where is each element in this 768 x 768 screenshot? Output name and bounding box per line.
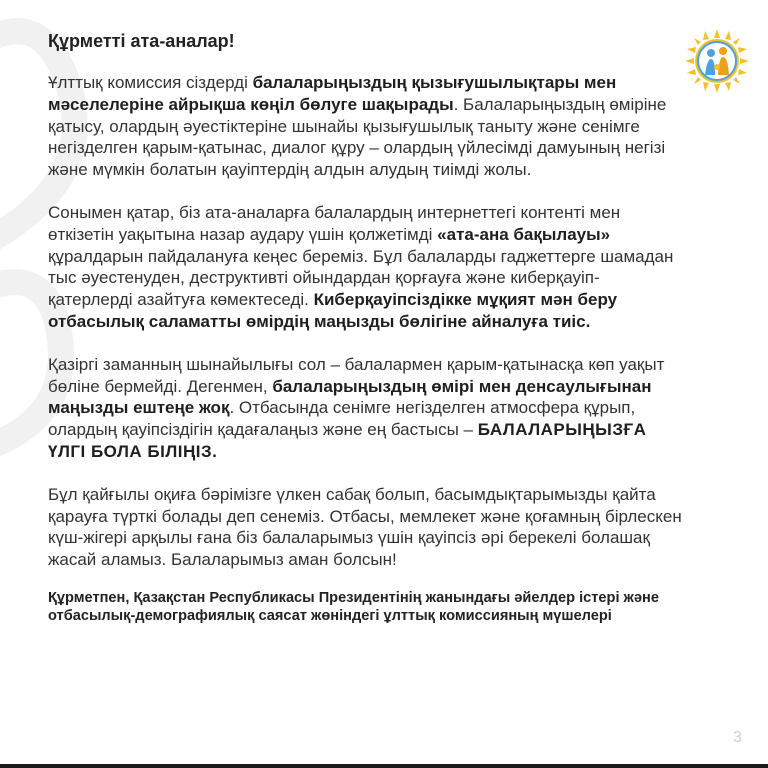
paragraph-3-emphasis-caps: БАЛАЛАРЫҢЫЗҒА ҮЛГІ БОЛА БІЛІҢІЗ. <box>48 420 647 461</box>
paragraph-2-emphasis-parental-control: «ата-ана бақылауы» <box>437 224 611 244</box>
paragraph-3-emphasis: балаларыңыздың өмірі мен денсаулығынан маңызды ештеңе жоқ <box>48 376 652 418</box>
paragraph-1-text-b: . Балаларыңыздың өміріне қатысу, олардың әуестіктеріне шынайы қызығушылық таныту және сенімге негізделген қарым-қатынас, диалог құру – олардың үйлесімді дамуының негізі және мүмкін болатын қауіптердің алдын алудың тиімді жолы. <box>48 94 667 180</box>
paragraph-1-emphasis: балаларыңыздың қызығушылықтары мен мәселелеріне айрықша көңіл бөлуге шақырады <box>48 73 617 114</box>
paragraph-3-text-b: . Отбасында сенімге негізделген атмосфера құрып, олардың қауіпсіздігін қадағалаңыз және ең бастысы – <box>48 398 636 440</box>
paragraph-1 <box>48 72 683 181</box>
paragraph-2-emphasis-cybersecurity: Киберқауіпсіздікке мұқият мән беру отбасылық саламатты өмірдің маңызды бөлігіне айналуға тиіс. <box>48 290 618 331</box>
paragraph-3-text-a: Қазіргі заманның шынайылығы сол – балалармен қарым-қатынасқа көп уақыт бөліне бермейді. Дегенмен, <box>48 354 665 396</box>
paragraph-3 <box>48 354 683 463</box>
paragraph-4-text: Бұл қайғылы оқиға бәрімізге үлкен сабақ болып, басымдықтарымызды қайта қарауға түрткі болады деп сенеміз. Отбасы, мемлекет және қоғамның бірлескен күш-жігері арқылы ғана біз балаларымыз үшін қауіпсіз әрі берекелі болашақ жасай аламыз. Балаларымыз аман болсын! <box>48 484 682 570</box>
bottom-bar <box>0 764 768 768</box>
paragraph-1-text-a: Ұлттық комиссия сіздерді <box>48 73 253 92</box>
paragraph-4 <box>48 484 683 571</box>
greeting-heading: Құрметті ата-аналар! <box>48 31 235 51</box>
paragraph-2-text-b: құралдарын пайдалануға кеңес береміз. Бұл балаларды гаджеттерге шамадан тыс әуестенуден, деструктивті ойындардан қорғауға және киберқауіп-қатерлерді азайтуға көмектеседі. <box>48 246 674 310</box>
paragraph-2 <box>48 202 683 333</box>
paragraph-2-text-a: Сонымен қатар, біз ата-аналарға балалардың интернеттегі контенті мен өткізетін уақытына назар аудару үшін қолжетімді <box>48 202 621 244</box>
page-number: 3 <box>733 729 742 746</box>
signature-block: Құрметпен, Қазақстан Республикасы Президентінің жанындағы әйелдер істері және отбасылық-демографиялық саясат жөніндегі ұлттық комиссияның мүшелері <box>48 589 659 624</box>
letter-body <box>48 30 683 626</box>
commission-logo-icon <box>685 29 749 93</box>
